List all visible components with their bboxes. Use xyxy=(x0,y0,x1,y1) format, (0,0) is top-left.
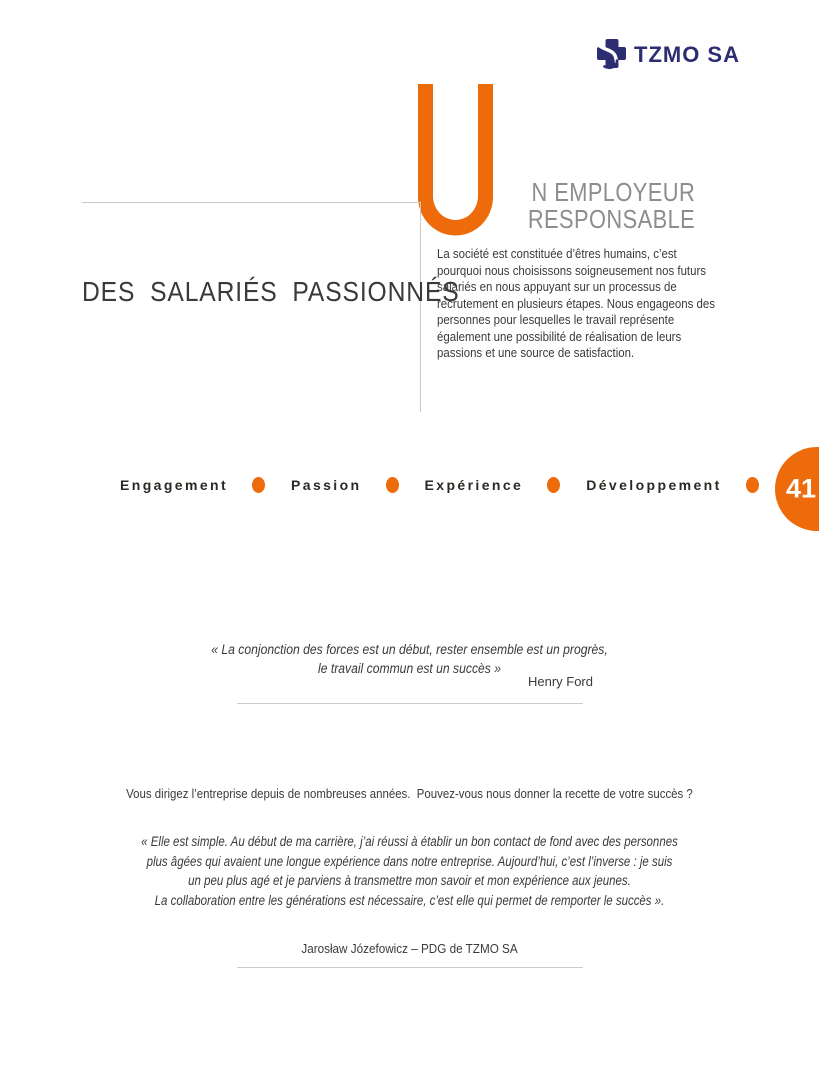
keyword-engagement: Engagement xyxy=(120,477,229,493)
separator-dot-icon xyxy=(252,477,265,493)
ford-quote-line1: « La conjonction des forces est un début, rester ensemble est un progrès, xyxy=(211,642,608,657)
chapter-title-line1: N EMPLOYEUR xyxy=(531,177,695,207)
interview-attribution: Jarosław Józefowicz – PDG de TZMO SA xyxy=(301,941,518,956)
interview-answer xyxy=(61,832,757,910)
dropcap-letter xyxy=(0,0,1,1)
keyword-developpement: Développement xyxy=(586,477,722,493)
answer-line3: un peu plus agé et je parviens à transmettre mon savoir et mon expérience aux jeunes. xyxy=(188,873,631,888)
logo-text: TZMO SA xyxy=(634,42,740,67)
ford-quote xyxy=(41,640,778,678)
page-number: 41 xyxy=(786,473,817,504)
chapter-title-line2: RESPONSABLE xyxy=(527,204,695,234)
page-number-badge xyxy=(775,447,819,531)
dropcap-u xyxy=(418,84,493,236)
separator-dot-icon xyxy=(746,477,759,493)
tzmo-cross-logo-icon xyxy=(597,39,627,71)
keyword-passion: Passion xyxy=(291,477,362,493)
keyword-experience: Expérience xyxy=(424,477,524,493)
answer-line1: « Elle est simple. Au début de ma carrière, j’ai réussi à établir un bon contact de fond avec des personnes xyxy=(141,834,678,849)
ford-quote-author: Henry Ford xyxy=(527,674,593,689)
ford-quote-line2: le travail commun est un succès » xyxy=(317,661,502,676)
section-heading: DES SALARIÉS PASSIONNÉS xyxy=(82,276,460,307)
tzmo-logo xyxy=(597,39,740,71)
top-horizontal-rule xyxy=(82,202,421,203)
chapter-title xyxy=(528,179,695,233)
separator-dot-icon xyxy=(547,477,560,493)
separator-dot-icon xyxy=(386,477,399,493)
intro-paragraph: La société est constituée d’êtres humains, c’est pourquoi nous choisissons soigneusement nos futurs salariés en nous appuyant sur un processus de recrutement en plusieurs étapes. Nous engageons des personnes pour lesquelles le travail représente également une possibilité de réalisation de leurs passions et une source de satisfaction. xyxy=(437,246,715,360)
bottom-divider-rule xyxy=(237,967,583,968)
quote-divider-rule xyxy=(237,703,583,704)
answer-line4: La collaboration entre les générations est nécessaire, c’est elle qui permet de remporter le succès ». xyxy=(154,892,665,908)
interview-question: Vous dirigez l’entreprise depuis de nombreuses années. Pouvez-vous nous donner la recette de votre succès ? xyxy=(126,786,693,801)
answer-line2: plus âgées qui avaient une longue expérience dans notre entreprise. Aujourd’hui, c’est l’inverse : je suis xyxy=(146,853,673,869)
keywords-band xyxy=(120,477,798,493)
